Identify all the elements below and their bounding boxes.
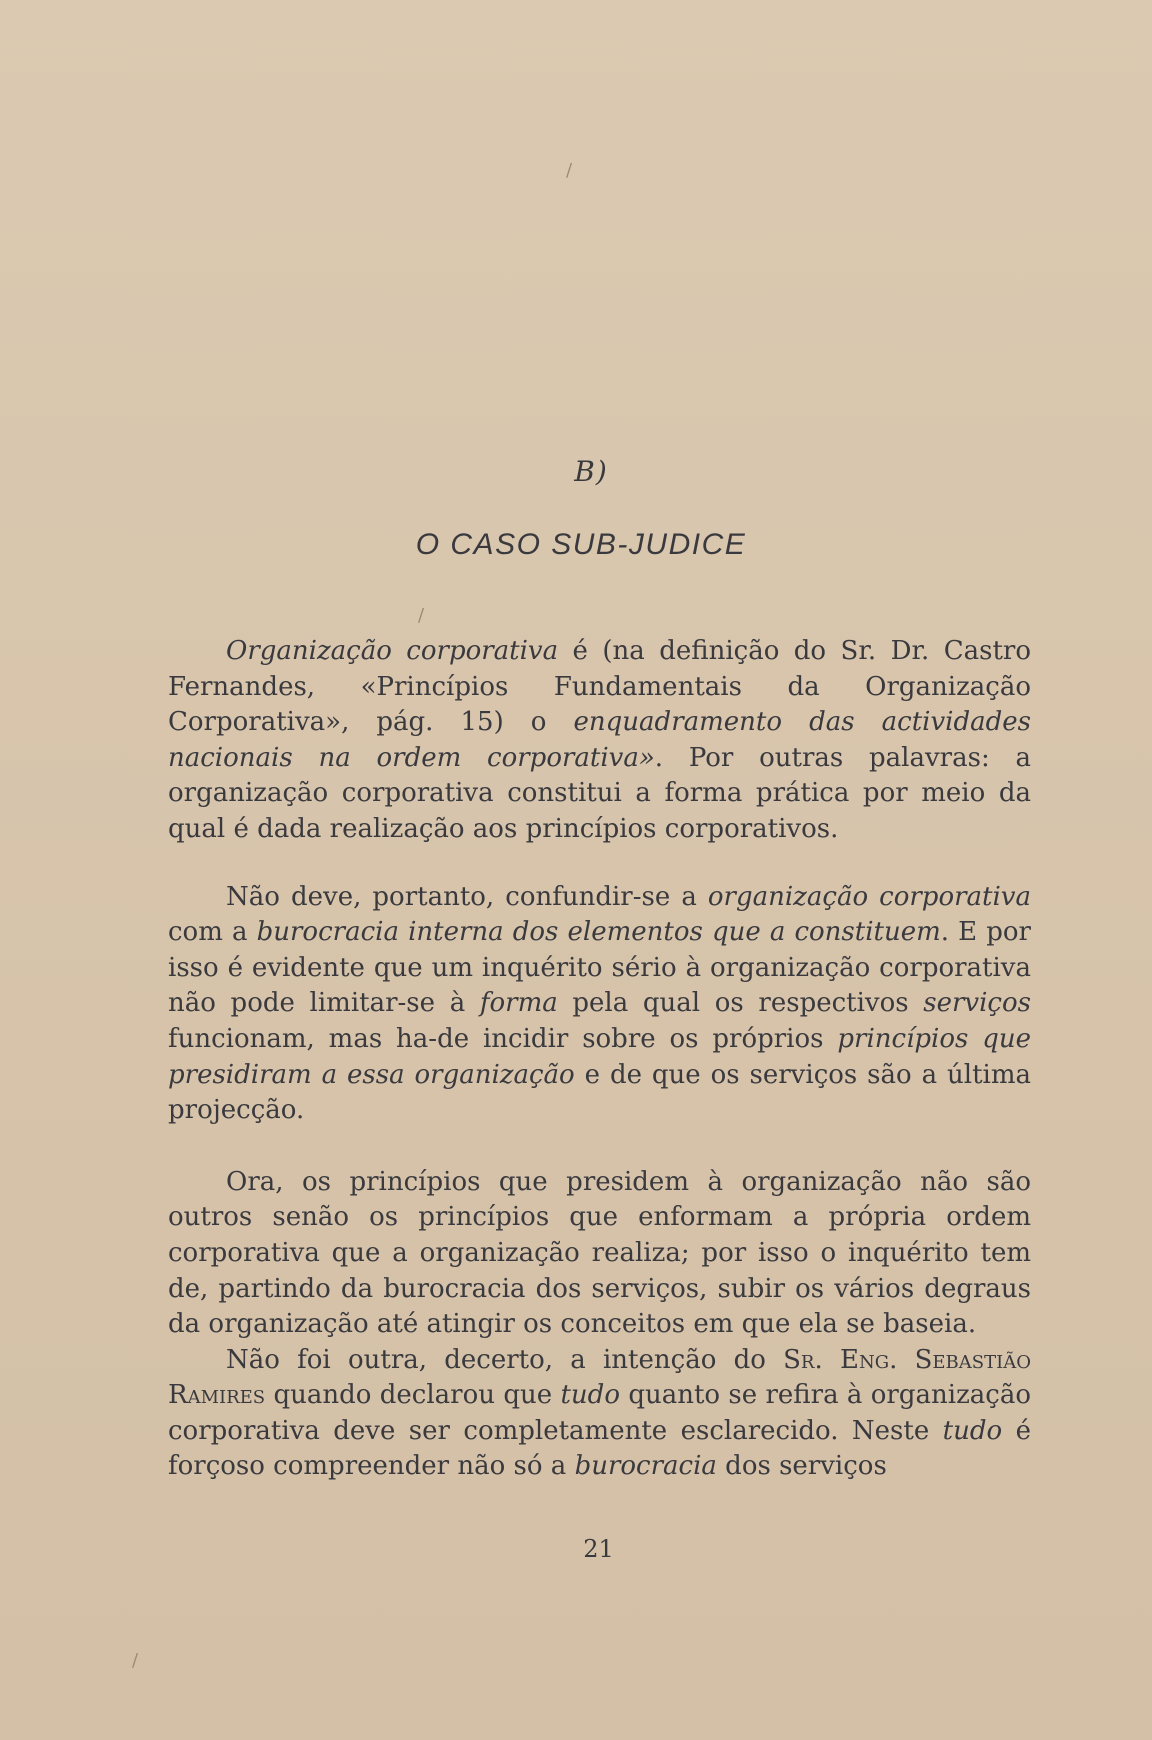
text-run: Não foi outra, decerto, a intenção do xyxy=(226,1344,784,1375)
italic-text: princípios que presidiram a essa organização xyxy=(168,1023,1031,1090)
italic-text: burocracia interna dos elementos que a constituem xyxy=(256,917,941,948)
text-run: pela qual os respectivos xyxy=(557,988,924,1019)
section-title: O CASO SUB-JUDICE xyxy=(415,528,747,561)
text-run: Ora, os princípios que presidem à organização não são outros senão os princípios que enformam a própria ordem corporativa que a organização realiza; por isso o inquérito tem de, partindo da burocracia dos serviços, subir os vários degraus da organização até atingir os conceitos em que ela se baseia. xyxy=(168,1166,1031,1340)
text-run: é forçoso compreender não só a xyxy=(168,1415,1031,1482)
text-run: . Por outras palavras: a organização corporativa constitui a forma prática por meio da qual é dada realização aos princípios corporativos. xyxy=(168,742,1032,844)
text-run: quando declarou que xyxy=(265,1380,561,1411)
italic-text: forma xyxy=(479,988,558,1019)
text-run: quanto se refira à organização corporativa deve ser completamente esclarecido. Neste xyxy=(168,1380,1031,1446)
italic-text: enquadramento das actividades nacionais na ordem corporativa» xyxy=(168,707,1031,773)
italic-text: burocracia xyxy=(574,1451,717,1482)
paper-speck: / xyxy=(566,160,573,181)
italic-text: serviços xyxy=(923,988,1031,1019)
text-run: dos serviços xyxy=(716,1451,887,1482)
italic-text: organização corporativa xyxy=(707,881,1031,912)
text-run: . E por isso é evidente que um inquérito sério à organização corporativa não pode limitar-se à xyxy=(168,917,1031,1019)
paper-speck: / xyxy=(418,605,425,626)
italic-text: tudo xyxy=(560,1380,620,1411)
text-run: Não deve, portanto, confundir-se a xyxy=(226,881,708,912)
body-text xyxy=(168,634,1031,1485)
text-run: funcionam, mas ha-de incidir sobre os próprios xyxy=(168,1023,838,1054)
paper-speck: / xyxy=(132,1650,139,1671)
section-letter: B) xyxy=(574,455,608,488)
italic-text: Organização corporativa xyxy=(226,636,559,666)
paragraph-3 xyxy=(168,1165,1031,1343)
paragraph-4 xyxy=(168,1343,1031,1485)
italic-text: tudo xyxy=(942,1415,1003,1446)
page-number: 21 xyxy=(583,1535,614,1563)
paragraph-1 xyxy=(168,634,1031,848)
paragraph-2 xyxy=(168,880,1031,1129)
text-run: com a xyxy=(168,917,257,948)
small-caps-name: Sr. Eng. Sebastião Ramires xyxy=(168,1344,1031,1411)
text-run: e de que os serviços são a última projecção. xyxy=(168,1059,1031,1126)
text-run: é (na definição do Sr. Dr. Castro Fernandes, «Princípios Fundamentais da Organização Corporativa», pág. 15) o xyxy=(168,636,1031,738)
